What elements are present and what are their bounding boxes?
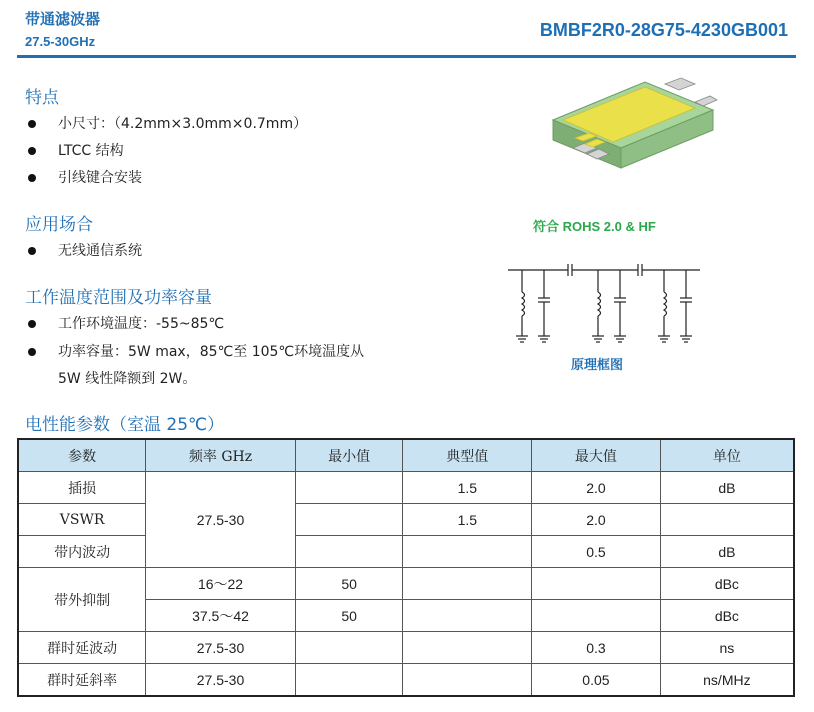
max-cell: 0.3 [532,632,661,664]
table-header-row [18,439,794,472]
unit-cell: dB [660,472,794,504]
unit-cell: ns [660,632,794,664]
schematic-diagram [508,258,703,350]
max-cell [532,600,661,632]
bullet-icon [28,174,36,182]
max-cell: 0.5 [532,536,661,568]
min-cell: 50 [295,600,403,632]
column-header: 最小值 [295,439,403,472]
rohs-compliance: 符合 ROHS 2.0 & HF [533,219,656,234]
bullet-icon [28,247,36,255]
bullet-icon [28,120,36,128]
table-row [18,472,794,504]
typ-cell [403,664,532,697]
param-cell: 群时延斜率 [18,664,146,697]
min-cell [295,664,403,697]
column-header: 单位 [660,439,794,472]
freq-cell: 27.5-30 [146,472,296,568]
column-header: 参数 [18,439,146,472]
unit-cell: dBc [660,568,794,600]
typ-cell: 1.5 [403,472,532,504]
param-cell: 群时延波动 [18,632,146,664]
table-row [18,632,794,664]
max-cell: 0.05 [532,664,661,697]
typ-cell [403,632,532,664]
bullet-icon [28,320,36,328]
operating-heading: 工作温度范围及功率容量 [25,288,212,308]
bullet-icon [28,147,36,155]
param-cell: VSWR [18,504,146,536]
max-cell [532,568,661,600]
column-header: 典型值 [403,439,532,472]
table-row [18,568,794,600]
freq-cell: 16～22 [146,568,296,600]
unit-cell: dB [660,536,794,568]
column-header: 频率 GHz [146,439,296,472]
header-rule [17,55,796,58]
applications-heading: 应用场合 [25,215,93,235]
part-number: BMBF2R0-28G75-4230GB001 [539,20,788,40]
param-cell: 插损 [18,472,146,504]
schematic-caption: 原理框图 [571,357,624,372]
min-cell [295,504,403,536]
spec-table [17,438,795,697]
typ-cell: 1.5 [403,504,532,536]
max-cell: 2.0 [532,504,661,536]
unit-cell: ns/MHz [660,664,794,697]
min-cell [295,472,403,504]
product-image [545,72,720,187]
min-cell: 50 [295,568,403,600]
bullet-icon [28,348,36,356]
unit-cell: dBc [660,600,794,632]
min-cell [295,632,403,664]
features-heading: 特点 [25,88,59,108]
freq-cell: 27.5-30 [146,664,296,697]
min-cell [295,536,403,568]
freq-cell: 27.5-30 [146,632,296,664]
param-cell: 带内波动 [18,536,146,568]
spec-heading: 电性能参数（室温 25℃） [25,415,225,435]
unit-cell [660,504,794,536]
typ-cell [403,536,532,568]
max-cell: 2.0 [532,472,661,504]
frequency-range: 27.5-30GHz [25,34,96,49]
typ-cell [403,600,532,632]
table-row [18,536,794,568]
freq-cell: 37.5～42 [146,600,296,632]
column-header: 最大值 [532,439,661,472]
table-row [18,504,794,536]
product-title: 带通滤波器 [25,11,101,28]
param-cell: 带外抑制 [18,568,146,632]
typ-cell [403,568,532,600]
table-row [18,664,794,697]
